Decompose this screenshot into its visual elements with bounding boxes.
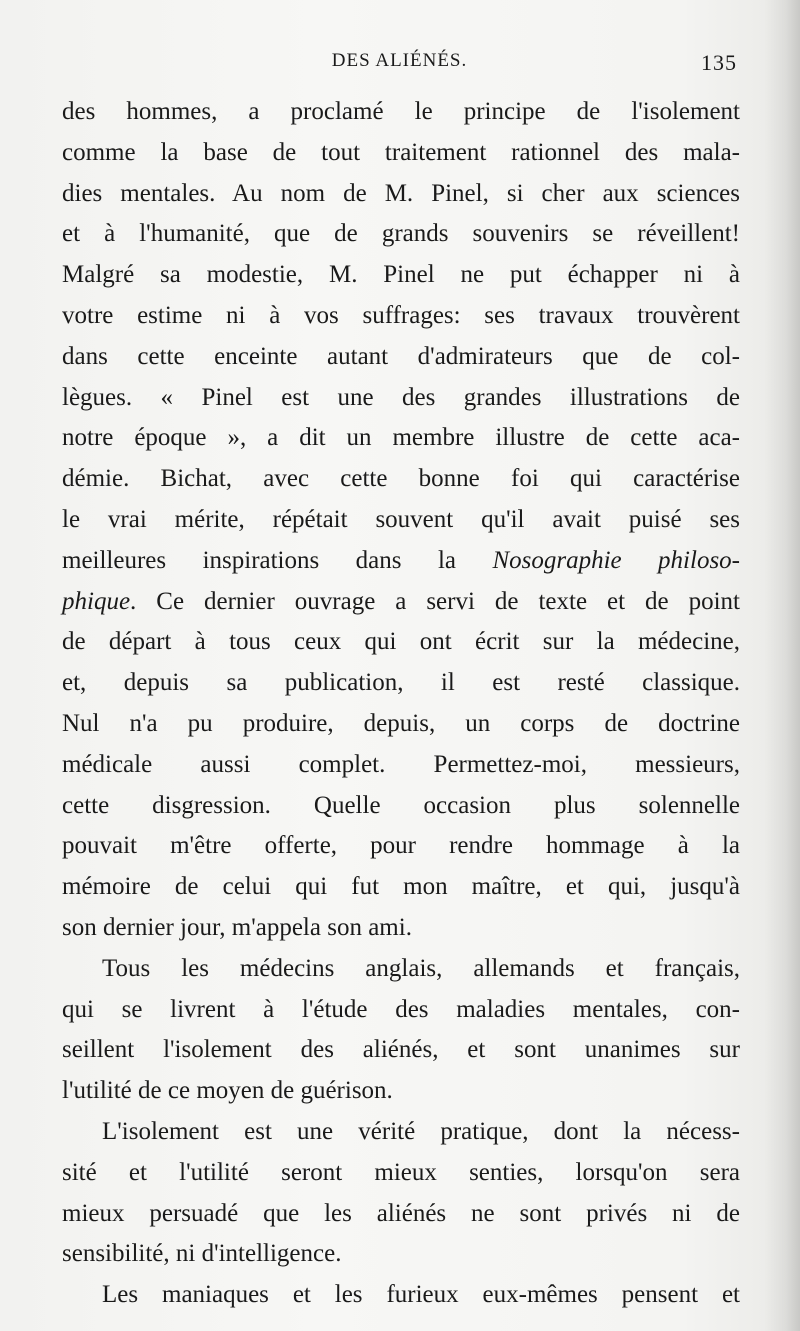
text-line: Nul n'a pu produire, depuis, un corps de doctrine — [62, 709, 740, 737]
text-line: votre estime ni à vos suffrages: ses travaux trouvèrent — [62, 301, 740, 329]
text-line: le vrai mérite, répétait souvent qu'il avait puisé ses — [62, 505, 740, 533]
text-segment: . Ce dernier ouvrage a servi de texte et de point — [130, 587, 740, 615]
text-line: médicale aussi complet. Permettez-moi, messieurs, — [62, 750, 740, 778]
text-line — [62, 541, 740, 582]
text-line: mémoire de celui qui fut mon maître, et qui, jusqu'à — [62, 873, 740, 901]
book-title-italic: phique — [62, 587, 131, 615]
text-line: dies mentales. Au nom de M. Pinel, si cher aux sciences — [62, 179, 740, 207]
text-line: mieux persuadé que les aliénés ne sont privés ni de — [62, 1199, 740, 1227]
book-title-italic: Nosographie philoso- — [492, 546, 741, 574]
text-line: et à l'humanité, que de grands souvenirs se réveillent! — [62, 220, 740, 248]
text-line: des hommes, a proclamé le principe de l'isolement — [62, 98, 740, 125]
running-head — [62, 44, 737, 78]
text-line — [62, 582, 740, 623]
text-line: seillent l'isolement des aliénés, et sont unanimes sur — [62, 1036, 740, 1064]
paragraph-end-line: son dernier jour, m'appela son ami. — [62, 913, 412, 941]
page-number: 135 — [701, 50, 737, 75]
text-line: démie. Bichat, avec cette bonne foi qui caractérise — [62, 465, 740, 493]
text-line: notre époque », a dit un membre illustre de cette aca- — [62, 424, 740, 452]
text-line: pouvait m'être offerte, pour rendre hommage à la — [62, 832, 740, 860]
running-title: DES ALIÉNÉS. — [331, 50, 468, 71]
text-segment: meilleures inspirations dans la — [62, 546, 493, 574]
text-line: comme la base de tout traitement rationnel des mala- — [62, 138, 740, 166]
paragraph-start-line: Les maniaques et les furieux eux-mêmes pensent et — [102, 1281, 740, 1309]
text-line: et, depuis sa publication, il est resté classique. — [62, 669, 740, 697]
body-text — [62, 92, 740, 1316]
text-line: Malgré sa modestie, M. Pinel ne put échapper ni à — [62, 261, 740, 289]
paragraph-start-line: L'isolement est une vérité pratique, dont la nécess- — [102, 1117, 740, 1145]
paragraph-end-line: sensibilité, ni d'intelligence. — [62, 1240, 342, 1268]
page-edge-shadow — [764, 0, 800, 1331]
text-line: dans cette enceinte autant d'admirateurs que de col- — [62, 342, 740, 370]
paragraph-end-line: l'utilité de ce moyen de guérison. — [62, 1077, 393, 1105]
text-line: cette disgression. Quelle occasion plus solennelle — [62, 791, 740, 819]
text-line: qui se livrent à l'étude des maladies mentales, con- — [62, 995, 740, 1023]
text-line: de départ à tous ceux qui ont écrit sur la médecine, — [62, 628, 740, 656]
paragraph-start-line: Tous les médecins anglais, allemands et français, — [102, 954, 740, 982]
text-line: lègues. « Pinel est une des grandes illustrations de — [62, 383, 740, 411]
text-line: sité et l'utilité seront mieux senties, lorsqu'on sera — [62, 1158, 740, 1186]
